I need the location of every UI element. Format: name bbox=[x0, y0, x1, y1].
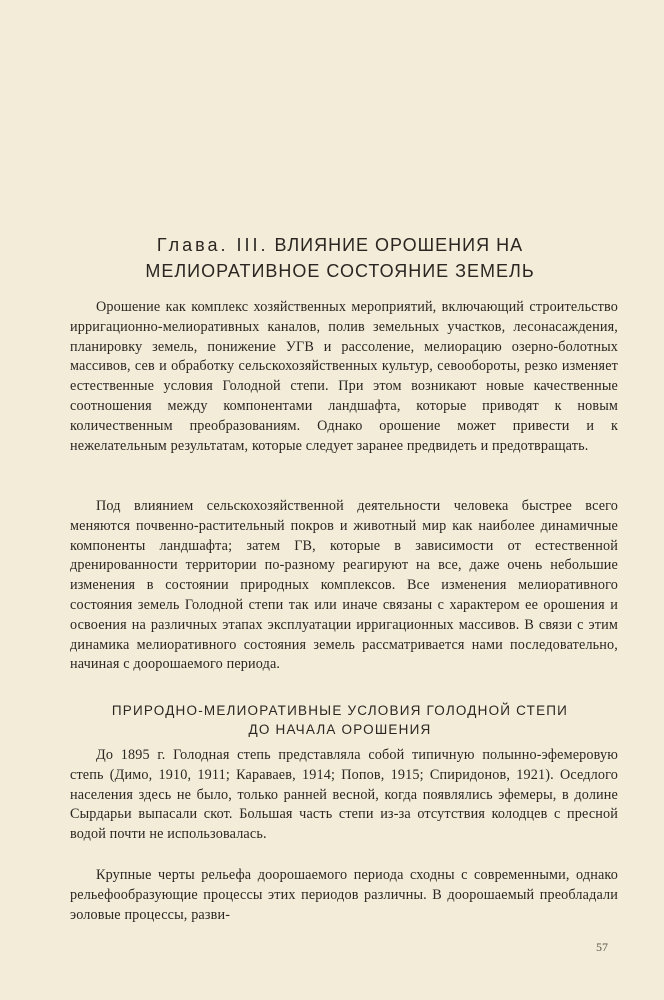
paragraph-1: Орошение как комплекс хозяйственных мероприятий, включающий строительство ирригационно-мелиоративных каналов, полив земельных участков, лесонасаждения, планировку земель, понижение УГВ и рассоление, мелиорацию озерно-болотных массивов, сев и обработку сельскохозяйственных культур, севообороты, резко изменяет естественные условия Голодной степи. При этом возникают новые качественные соотношения между компонентами ландшафта, которые приводят к новым количественным преобразованиям. Однако орошение может привести и к нежелательным результатам, которые следует заранее предвидеть и предотвращать. bbox=[70, 299, 618, 454]
chapter-heading bbox=[60, 232, 620, 284]
chapter-label: Глава. III. bbox=[156, 235, 269, 255]
paragraph-2: Под влиянием сельскохозяйственной деятельности человека быстрее всего меняются почвенно-растительный покров и животный мир как наиболее динамичные компоненты ландшафта; затем ГВ, которые в зависимости от естественной дренированности территории по-разному реагируют на все, даже очень небольшие изменения в состоянии природных комплексов. Все изменения мелиоративного состояния земель Голодной степи так или иначе связаны с характером ее орошения и освоения на различных этапах эксплуатации ирригационных массивов. В связи с этим динамика мелиоративного состояния земель рассматривается нами последовательно, начиная с доорошаемого периода. bbox=[70, 498, 618, 673]
paragraph-3: До 1895 г. Голодная степь представляла собой типичную полынно-эфемеровую степь (Димо, 1910, 1911; Караваев, 1914; Попов, 1915; Спиридонов, 1921). Оседлого населения здесь не было, только ранней весной, когда появлялись эфемеры, в долине Сырдарьи выпасали скот. Большая часть степи из-за отсутствия колодцев с пресной водой почти не использовалась. bbox=[70, 747, 618, 843]
chapter-title-line-2: МЕЛИОРАТИВНОЕ СОСТОЯНИЕ ЗЕМЕЛЬ bbox=[145, 261, 535, 281]
section-title-line-1: ПРИРОДНО-МЕЛИОРАТИВНЫЕ УСЛОВИЯ ГОЛОДНОЙ СТЕПИ bbox=[111, 703, 569, 718]
chapter-title-line-1 bbox=[60, 232, 620, 258]
page-number: 57 bbox=[596, 940, 608, 954]
paragraph-4: Крупные черты рельефа доорошаемого периода сходны с современными, однако рельефообразующие процессы этих периодов различны. В доорошаемый преобладали эоловые процессы, разви- bbox=[70, 867, 618, 923]
section-title-line-2: ДО НАЧАЛА ОРОШЕНИЯ bbox=[248, 722, 432, 737]
section-heading bbox=[60, 701, 620, 739]
chapter-title-part-1: ВЛИЯНИЕ ОРОШЕНИЯ НА bbox=[274, 235, 524, 255]
